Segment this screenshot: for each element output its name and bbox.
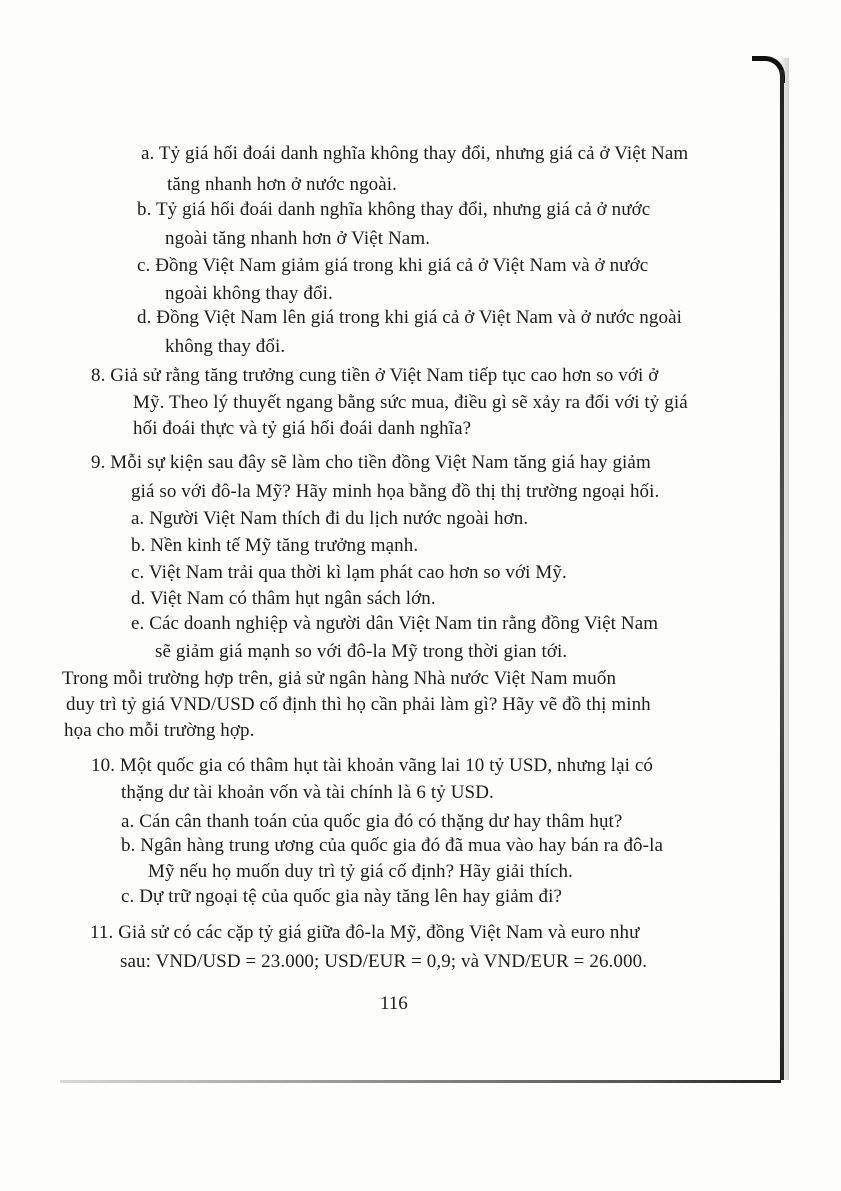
text-line: sau: VND/USD = 23.000; USD/EUR = 0,9; và VND/EUR = 26.000. xyxy=(120,951,648,972)
text-line: họa cho mỗi trường hợp. xyxy=(64,720,255,741)
text-line: d. Đồng Việt Nam lên giá trong khi giá cả ở Việt Nam và ở nước ngoài xyxy=(137,307,682,328)
text-line: a. Cán cân thanh toán của quốc gia đó có thặng dư hay thâm hụt? xyxy=(121,811,623,832)
binding-line xyxy=(780,70,784,1080)
text-line: tăng nhanh hơn ở nước ngoài. xyxy=(167,174,398,195)
text-line: Mỹ. Theo lý thuyết ngang bằng sức mua, điều gì sẽ xảy ra đối với tỷ giá xyxy=(133,392,688,413)
text-line: a. Tỷ giá hối đoái danh nghĩa không thay đổi, nhưng giá cả ở Việt Nam xyxy=(141,143,689,164)
text-line: Trong mỗi trường hợp trên, giả sử ngân hàng Nhà nước Việt Nam muốn xyxy=(62,668,617,689)
text-line: d. Việt Nam có thâm hụt ngân sách lớn. xyxy=(131,588,436,609)
text-line: a. Người Việt Nam thích đi du lịch nước ngoài hơn. xyxy=(131,508,529,529)
page-bottom-edge xyxy=(60,1080,781,1083)
text-line: c. Đồng Việt Nam giảm giá trong khi giá cả ở Việt Nam và ở nước xyxy=(137,255,649,276)
text-line: b. Tỷ giá hối đoái danh nghĩa không thay đổi, nhưng giá cả ở nước xyxy=(137,199,651,220)
text-line: duy trì tỷ giá VND/USD cố định thì họ cần phải làm gì? Hãy vẽ đồ thị minh xyxy=(66,694,651,715)
text-line: Mỹ nếu họ muốn duy trì tỷ giá cố định? Hãy giải thích. xyxy=(148,861,573,882)
text-line: hối đoái thực và tỷ giá hối đoái danh nghĩa? xyxy=(133,418,472,439)
page-number: 116 xyxy=(380,993,408,1014)
text-line: c. Dự trữ ngoại tệ của quốc gia này tăng lên hay giảm đi? xyxy=(121,886,562,907)
text-line: b. Nền kinh tế Mỹ tăng trưởng mạnh. xyxy=(131,535,419,556)
text-line: giá so với đô-la Mỹ? Hãy minh họa bằng đồ thị thị trường ngoại hối. xyxy=(131,481,660,502)
text-line: ngoài không thay đổi. xyxy=(165,283,333,304)
question-10: 10. Một quốc gia có thâm hụt tài khoản vãng lai 10 tỷ USD, nhưng lại có xyxy=(91,755,653,776)
text-line: e. Các doanh nghiệp và người dân Việt Nam tin rằng đồng Việt Nam xyxy=(131,613,659,634)
text-line: b. Ngân hàng trung ương của quốc gia đó đã mua vào hay bán ra đô-la xyxy=(121,835,663,856)
text-line: không thay đổi. xyxy=(165,336,286,357)
text-line: c. Việt Nam trải qua thời kì lạm phát cao hơn so với Mỹ. xyxy=(131,562,567,583)
question-8: 8. Giả sử rằng tăng trưởng cung tiền ở Việt Nam tiếp tục cao hơn so với ở xyxy=(91,365,659,386)
question-11: 11. Giả sử có các cặp tỷ giá giữa đô-la Mỹ, đồng Việt Nam và euro như xyxy=(90,922,640,943)
text-line: ngoài tăng nhanh hơn ở Việt Nam. xyxy=(165,228,431,249)
text-line: thặng dư tài khoản vốn và tài chính là 6 tỷ USD. xyxy=(121,782,494,803)
question-9: 9. Mỗi sự kiện sau đây sẽ làm cho tiền đồng Việt Nam tăng giá hay giảm xyxy=(91,452,651,473)
text-line: sẽ giảm giá mạnh so với đô-la Mỹ trong thời gian tới. xyxy=(155,641,568,662)
